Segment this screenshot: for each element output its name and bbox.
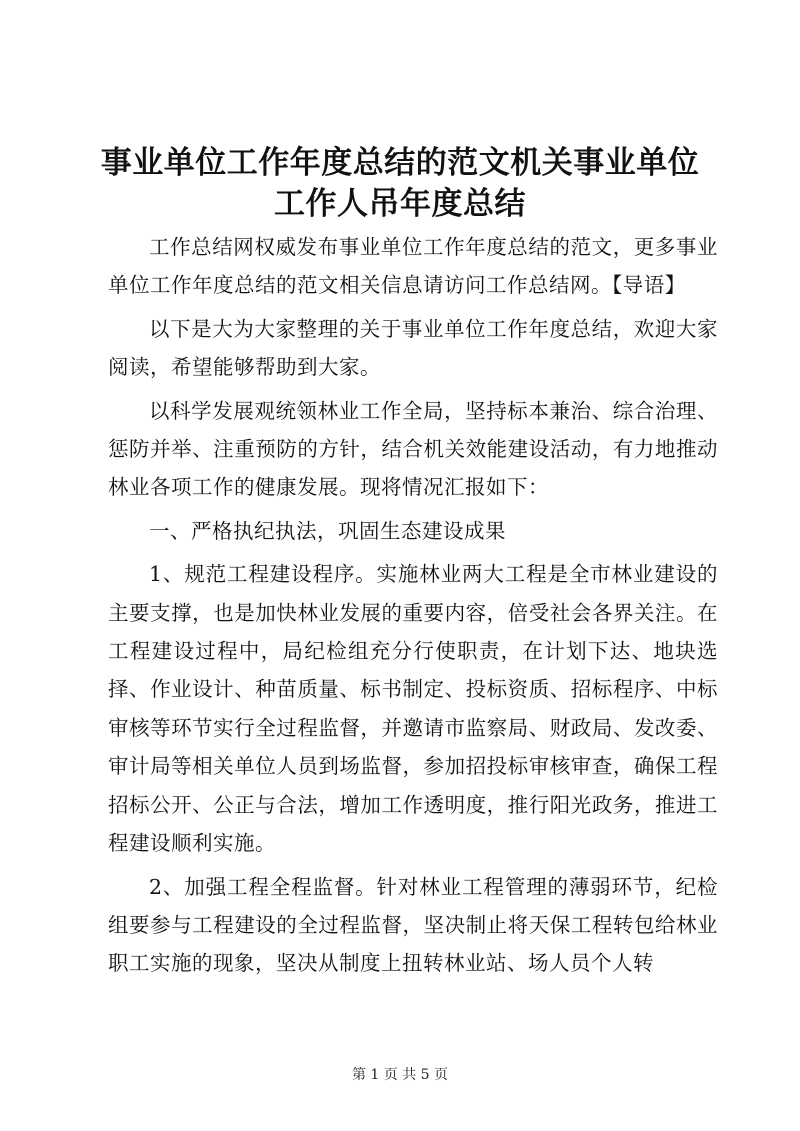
document-body — [108, 228, 718, 988]
paragraph-item-1: 1、规范工程建设程序。实施林业两大工程是全市林业建设的主要支撑，也是加快林业发展的重要内容，倍受社会各界关注。在工程建设过程中，局纪检组充分行使职责，在计划下达、地块选择、作业设计、种苗质量、标书制定、投标资质、招标程序、中标审核等环节实行全过程监督，并邀请市监察局、财政局、发改委、审计局等相关单位人员到场监督，参加招投标审核审查，确保工程招标公开、公正与合法，增加工作透明度，推行阳光政务，推进工程建设顺利实施。 — [108, 562, 718, 856]
page-footer: 第 1 页 共 5 页 — [351, 1067, 449, 1083]
document-title: 事业单位工作年度总结的范文机关事业单位工作人吊年度总结 — [100, 145, 700, 222]
paragraph-greeting: 以下是大为大家整理的关于事业单位工作年度总结，欢迎大家阅读，希望能够帮助到大家。 — [108, 316, 718, 380]
paragraph-overview: 以科学发展观统领林业工作全局，坚持标本兼治、综合治理、惩防并举、注重预防的方针，结合机关效能建设活动，有力地推动林业各项工作的健康发展。现将情况汇报如下： — [108, 398, 718, 500]
paragraph-item-2: 2、加强工程全程监督。针对林业工程管理的薄弱环节，纪检组要参与工程建设的全过程监督，坚决制止将天保工程转包给林业职工实施的现象，坚决从制度上扭转林业站、场人员个人转 — [108, 874, 718, 976]
paragraph-intro: 工作总结网权威发布事业单位工作年度总结的范文，更多事业单位工作年度总结的范文相关信息请访问工作总结网。【导语】 — [108, 235, 718, 298]
section-heading-1: 一、严格执纪执法，巩固生态建设成果 — [149, 518, 506, 543]
